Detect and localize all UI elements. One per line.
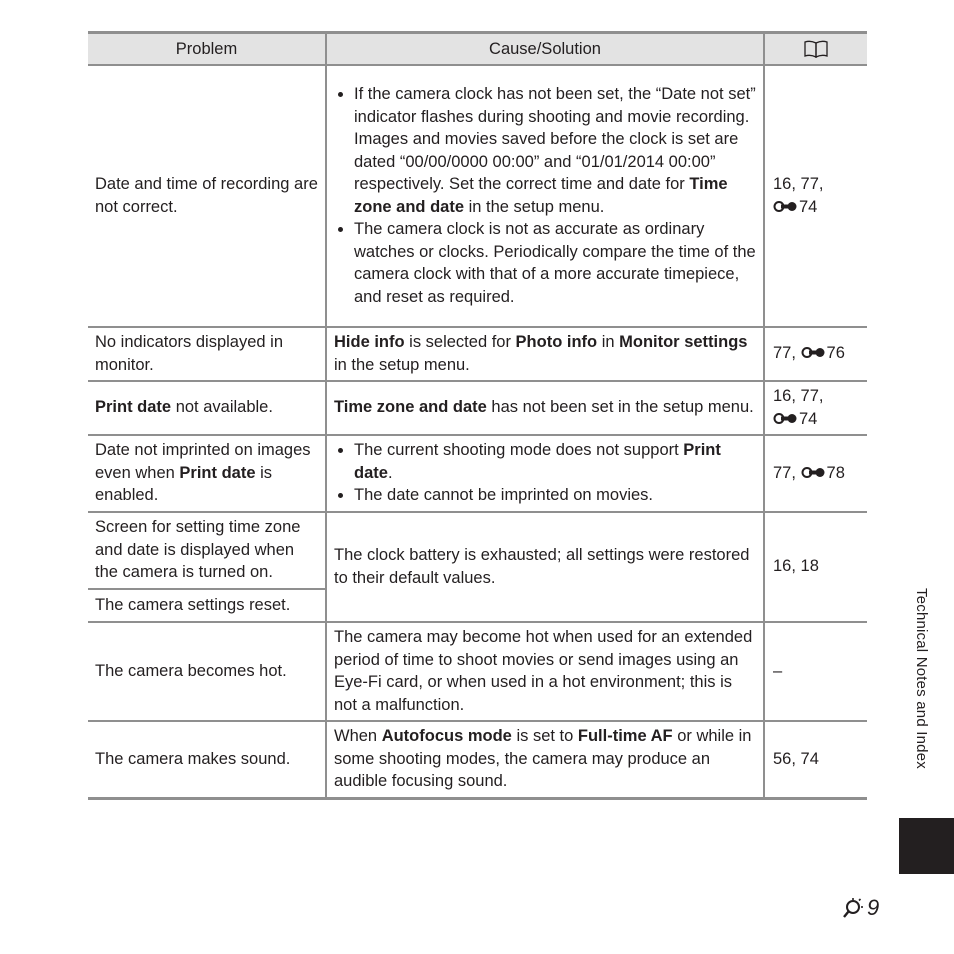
table-row [88,622,867,721]
header-problem: Problem [88,33,326,66]
list-item: If the camera clock has not been set, the “Date not set” indicator flashes during shooting and movie recording. Images and movies saved before the clock is set are dated “00/00/0000 00:00” and “01/01/2014 00:00” respectively. Set the correct time and date for Time zone and date in the setup menu. [334,83,756,218]
reference-cell: 56, 74 [764,721,867,799]
table-row [88,512,867,589]
problem-cell: Date and time of recording are not correct. [88,65,326,327]
list-item: The camera clock is not as accurate as ordinary watches or clocks. Periodically compare the time of the camera clock with that of a more accurate timepiece, and reset as required. [334,218,756,308]
reference-cell: 16, 77, 74 [764,381,867,435]
reference-cell: – [764,622,867,721]
reference-cell: 16, 77, 74 [764,65,867,327]
reference-section-icon [773,200,798,213]
header-cause-solution: Cause/Solution [326,33,764,66]
technical-notes-icon [841,896,865,920]
reference-section-icon [801,346,826,359]
problem-cell: The camera settings reset. [88,589,326,622]
section-side-label: Technical Notes and Index [913,588,930,769]
solution-cell: The clock battery is exhausted; all settings were restored to their default values. [326,512,764,622]
reference-cell: 77, 78 [764,435,867,512]
table-row [88,65,867,327]
problem-cell: Date not imprinted on images even when Print date is enabled. [88,435,326,512]
table-row [88,435,867,512]
table-header-row [88,33,867,66]
problem-cell: Print date not available. [88,381,326,435]
list-item: The current shooting mode does not support Print date. [334,439,756,484]
header-reference [764,33,867,66]
solution-cell: The camera may become hot when used for an extended period of time to shoot movies or send images using an Eye-Fi card, or when used in a hot environment; this is not a malfunction. [326,622,764,721]
solution-cell: Time zone and date has not been set in the setup menu. [326,381,764,435]
problem-cell: The camera becomes hot. [88,622,326,721]
reference-cell: 77, 76 [764,327,867,381]
reference-section-icon [773,412,798,425]
solution-cell [326,65,764,327]
list-item: The date cannot be imprinted on movies. [334,484,756,507]
reference-section-icon [801,466,826,479]
troubleshooting-table [88,31,867,800]
table-row [88,327,867,381]
reference-cell: 16, 18 [764,512,867,622]
solution-cell: When Autofocus mode is set to Full-time AF or while in some shooting modes, the camera may produce an audible focusing sound. [326,721,764,799]
solution-cell [326,435,764,512]
table-row [88,721,867,799]
problem-cell: Screen for setting time zone and date is displayed when the camera is turned on. [88,512,326,589]
section-tab [899,818,954,874]
problem-cell: No indicators displayed in monitor. [88,327,326,381]
solution-cell: Hide info is selected for Photo info in Monitor settings in the setup menu. [326,327,764,381]
book-icon [803,40,829,58]
problem-cell: The camera makes sound. [88,721,326,799]
table-row [88,381,867,435]
page-number: 9 [841,893,879,923]
